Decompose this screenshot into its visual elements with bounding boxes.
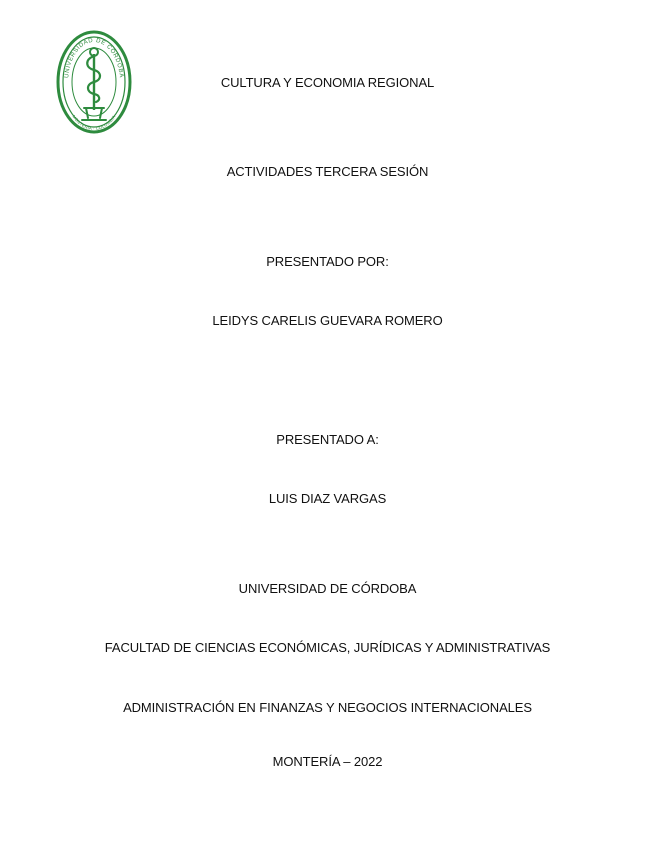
- document-subtitle: ACTIVIDADES TERCERA SESIÓN: [226, 164, 429, 179]
- author-name: LEIDYS CARELIS GUEVARA ROMERO: [212, 313, 443, 328]
- presented-by-label: PRESENTADO POR:: [266, 254, 389, 269]
- place-year: MONTERÍA – 2022: [272, 754, 383, 769]
- teacher-name: LUIS DIAZ VARGAS: [268, 491, 387, 506]
- program-name: ADMINISTRACIÓN EN FINANZAS Y NEGOCIOS INTERNACIONALES: [123, 700, 532, 715]
- university-name: UNIVERSIDAD DE CÓRDOBA: [238, 581, 417, 596]
- svg-text:MONTERÍA · COLOMBIA: MONTERÍA · COLOMBIA: [71, 114, 117, 132]
- svg-text:UNIVERSIDAD DE CÓRDOBA: UNIVERSIDAD DE CÓRDOBA: [64, 37, 124, 79]
- presented-to-label: PRESENTADO A:: [276, 432, 379, 447]
- faculty-name: FACULTAD DE CIENCIAS ECONÓMICAS, JURÍDICAS Y ADMINISTRATIVAS: [104, 640, 551, 655]
- document-title: CULTURA Y ECONOMIA REGIONAL: [220, 75, 435, 90]
